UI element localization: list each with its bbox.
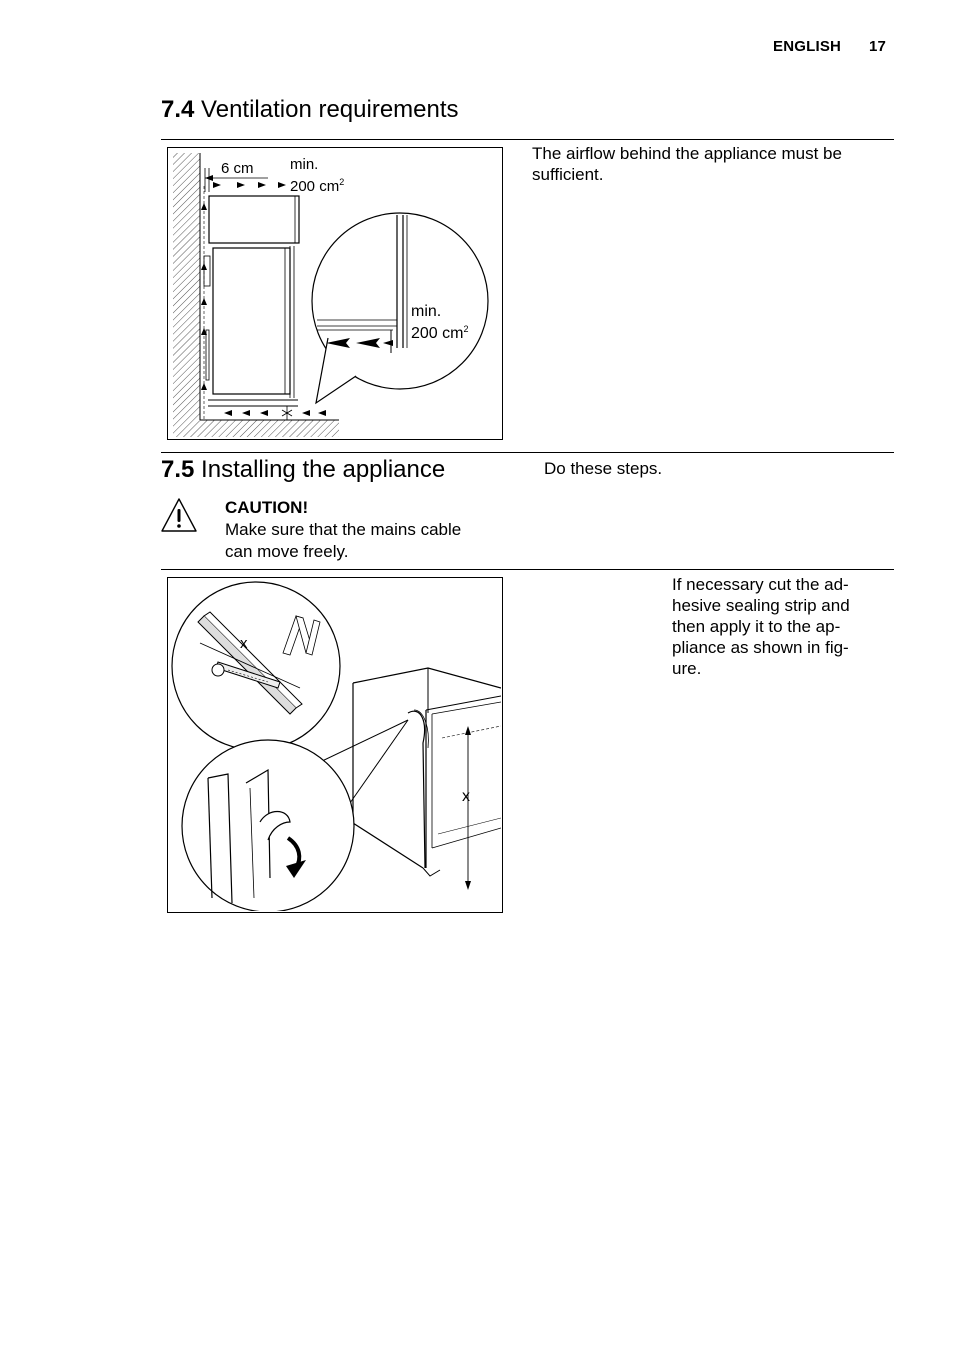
page-number: 17 (869, 38, 887, 55)
text-line: hesive sealing strip and (672, 596, 850, 615)
warning-triangle-icon (160, 496, 198, 536)
floor-hatching (200, 420, 339, 437)
sealing-strip-figure (167, 577, 503, 913)
section-number: 7.4 (161, 96, 195, 123)
cut-label: x (240, 635, 248, 652)
ventilation-figure (167, 147, 503, 440)
text-line: then apply it to the ap- (672, 617, 841, 636)
sealing-strip-diagram (168, 578, 501, 911)
caution-line-2: can move freely. (225, 542, 349, 561)
detail-min-label: min. (411, 303, 442, 320)
section-number: 7.5 (161, 456, 195, 483)
ventilation-text: The airflow behind the appliance must be sufficient. (532, 144, 842, 184)
divider (161, 569, 894, 570)
divider (161, 452, 894, 453)
section-title: Installing the appliance (201, 456, 446, 483)
text-line: If necessary cut the ad- (672, 575, 849, 594)
detail-area-label: 200 $cm^2$ (411, 324, 469, 342)
gap-label: 6 cm (221, 160, 254, 177)
install-intro: Do these steps. (544, 459, 663, 478)
text-line: ure. (672, 659, 702, 678)
section-7-5-heading (161, 456, 445, 484)
wall-hatching (173, 153, 200, 437)
top-min-label: min. (290, 156, 319, 173)
ventilation-diagram (168, 148, 501, 438)
height-label: x (462, 788, 470, 805)
upper-cabinet (209, 196, 299, 243)
header-language: ENGLISH (773, 38, 842, 55)
section-title: Ventilation requirements (201, 96, 459, 123)
text-line: pliance as shown in fig- (672, 638, 849, 657)
airflow-arrows-bottom (224, 410, 326, 416)
caution-line-1: Make sure that the mains cable (225, 520, 462, 539)
fridge-body (213, 248, 290, 394)
airflow-arrows-top (213, 182, 286, 188)
sealing-strip-text (672, 574, 887, 679)
caution-title: CAUTION! (225, 498, 309, 517)
divider (161, 139, 894, 140)
top-area-label: 200 $cm^2$ (290, 177, 345, 195)
section-7-4-heading (161, 96, 459, 124)
